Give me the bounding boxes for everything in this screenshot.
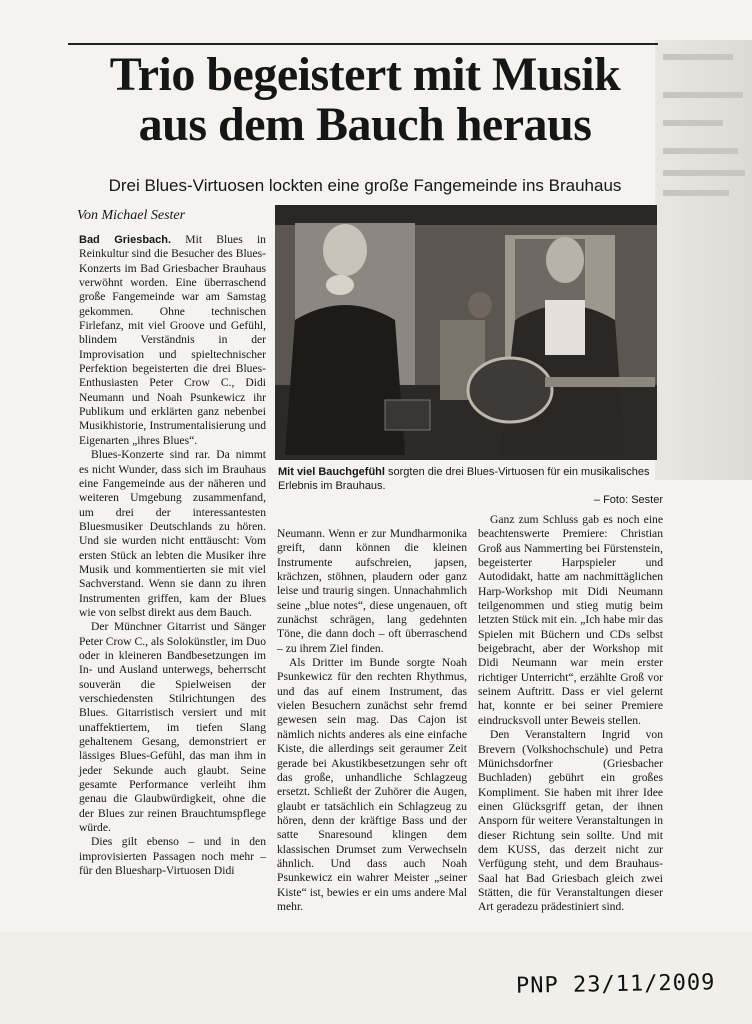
photo-credit: – Foto: Sester [593, 494, 663, 506]
paragraph: Blues-Konzerte sind rar. Da nimmt es nicht Wunder, dass sich im Brauhaus eine Fangemeinde aus der näheren und weiteren Umgebung zusammenfand, um drei der interessantesten Bluesmusiker Deutschlands zu hören. Und sie wurden nicht enttäuscht: Vom ersten Stück an lebten die Musiker ihre Musik und kommentierten sie mit viel Sachverstand. Wenn sie dann zu ihren Instrumenten griffen, kam der Blues wie von selbst direkt aus dem Bauch. [79, 448, 266, 619]
concert-photo [275, 205, 657, 460]
byline: Von Michael Sester [77, 208, 186, 223]
adjacent-article-bleed [655, 40, 752, 480]
paragraph: Ganz zum Schluss gab es noch eine beachtenswerte Premiere: Christian Groß aus Nammerting bei Fürstenstein, begeisterter Harpspieler und Autodidakt, hatte am nachmittäglichen Harp-Workshop mit Didi Neumann teilgenommen und stieg mutig beim letzten Stück mit ein. „Ich habe mir das Spielen mit Büchern und CDs selbst beigebracht, aber der Workshop mit Didi Neumann war mein erster richtiger Unterricht“, erzählte Groß vor seinem Auftritt. Dass er viel gelernt hat, konnte er bei seiner Premiere eindrucksvoll unter Beweis stellen. [478, 513, 663, 727]
headline-line-1: Trio begeistert mit Musik [109, 48, 621, 101]
text-column-2 [277, 527, 467, 914]
text-column-3 [478, 513, 663, 915]
dateline: Bad Griesbach. [79, 234, 172, 246]
subheadline: Drei Blues-Virtuosen lockten eine große Fangemeinde ins Brauhaus [108, 176, 622, 195]
handwritten-source-note: PNP 23/11/2009 [515, 970, 716, 999]
paragraph: Als Dritter im Bunde sorgte Noah Psunkewicz für den rechten Rhythmus, und das auf einem Instrument, das vielen Besuchern zunächst sehr fremd gewesen sein mag. Das Cajon ist nämlich nichts anderes als eine einfache Kiste, die allerdings seit geraumer Zeit gerade bei Akustikbesetzungen sehr oft das große, unhandliche Schlagzeug ersetzt. Schließt der Zuhörer die Augen, glaubt er tatsächlich ein Schlagzeug zu hören, denn der kräftige Bass und der satte Snaresound klingen dem klassischen Drumset zum Verwechseln ähnlich. Und dass auch Noah Psunkewicz ein wahrer Meister „seiner Kiste“ ist, bewies er ein ums andere Mal mehr. [277, 656, 467, 913]
caption-bold-lead: Mit viel Bauchgefühl [278, 466, 385, 478]
text-column-1 [79, 233, 266, 878]
paragraph: Dies gilt ebenso – und in den improvisierten Passagen noch mehr – für den Bluesharp-Virtuosen Didi [79, 835, 266, 878]
headline-line-2: aus dem Bauch heraus [138, 98, 592, 151]
paragraph: Den Veranstaltern Ingrid von Brevern (Volkshochschule) und Petra Münichsdorfner (Griesbacher Buchladen) gebührt ein großes Kompliment. Sie haben mit ihrer Idee einen Glücksgriff getan, der ihnen Ansporn für weitere Veranstaltungen in dieser Richtung sein sollte. Und mit dem KUSS, das derzeit nicht zur Verfügung steht, und dem Brauhaus-Saal hat Bad Griesbach gleich zwei Stätten, die für Veranstaltungen dieser Art geradezu prädestiniert sind. [478, 728, 663, 914]
top-rule [68, 43, 658, 45]
caption-text: sorgten die drei Blues-Virtuosen für ein musikalisches Erlebnis im Brauhaus. [278, 466, 650, 492]
paragraph: Bad Griesbach. Mit Blues in Reinkultur sind die Besucher des Blues-Konzerts im Bad Griesbacher Brauhaus verwöhnt worden. Eine überraschend große Fangemeinde war am Samstag gekommen. Ohne technischen Firlefanz, mit viel Groove und Gefühl, blindem Verständnis in der Improvisation und spieltechnischer Perfektion begeisterten die drei Blues-Enthusiasten Peter Crow C., Didi Neumann und Noah Psunkewicz ihr Publikum und erklärten ganz nebenbei Musikhistorie, Instrumentalisierung und Eigenarten „ihres Blues“. [79, 233, 266, 447]
paragraph: Der Münchner Gitarrist und Sänger Peter Crow C., als Solokünstler, im Duo oder in kleineren Bandbesetzungen im In- und Ausland unterwegs, beherrscht souverän die Spielweisen der verschiedensten Stilrichtungen des Blues. Gitarristisch versiert und mit unaffektiertem, im tiefen Slang gehaltenem Gesang, demonstriert er lässiges Blues-Gefühl, das man ihm in jeder Sekunde auch glaubt. Seine gesamte Performance verleiht ihm genau die Glaubwürdigkeit, ohne die der Blues zur reinen Brauchtumspflege würde. [79, 620, 266, 835]
concert-photo-illustration [275, 205, 657, 460]
headline [70, 50, 660, 150]
photo-caption [278, 465, 663, 507]
paragraph: Neumann. Wenn er zur Mundharmonika greift, dann können die kleinen Instrumente aufschreien, japsen, krächzen, stöhnen, plaudern oder ganz leise und traurig singen. Unnachahmlich seine „blue notes“, diese ungenauen, oft zunächst schrägen, lang gedehnten Töne, die dann doch – oft überraschend – zu ihrem Ziel finden. [277, 527, 467, 655]
